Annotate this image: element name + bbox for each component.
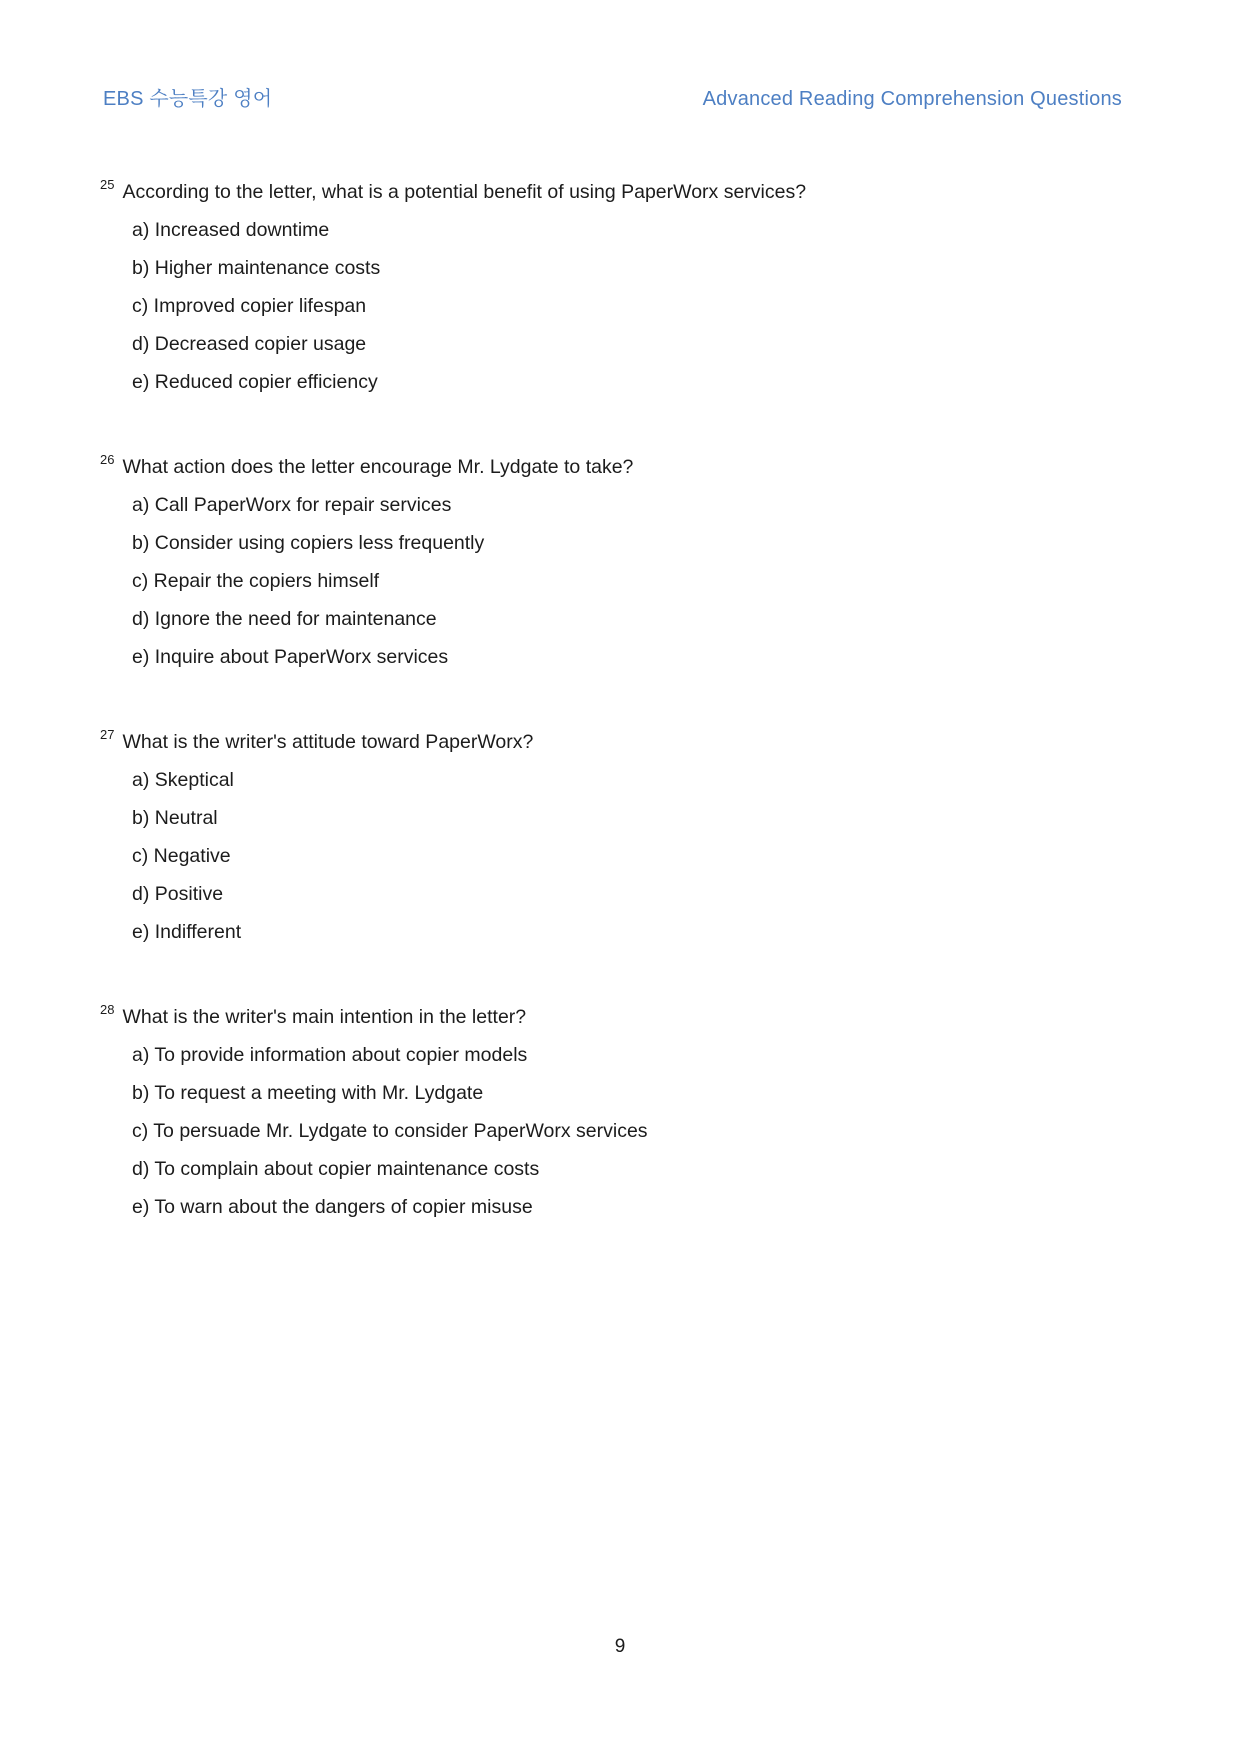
page-number: 9: [614, 1636, 626, 1657]
option-item: d) Positive: [132, 883, 224, 905]
option-item: d) Ignore the need for maintenance: [132, 608, 437, 630]
question-text: What action does the letter encourage Mr. Lydgate to take?: [122, 456, 634, 478]
question-block-27: [100, 716, 1150, 951]
question-number: 28: [100, 1002, 115, 1017]
option-item: d) Decreased copier usage: [132, 333, 367, 355]
option-item: e) Inquire about PaperWorx services: [132, 646, 449, 668]
question-block-25: [100, 166, 1150, 401]
option-item: d) To complain about copier maintenance costs: [132, 1158, 540, 1180]
question-block-28: [100, 991, 1150, 1226]
option-item: c) Improved copier lifespan: [132, 295, 367, 317]
question-line: [100, 441, 1150, 486]
option-item: a) Increased downtime: [132, 219, 330, 241]
question-number: 25: [100, 177, 115, 192]
question-number: 27: [100, 727, 115, 742]
question-text: What is the writer's attitude toward PaperWorx?: [122, 731, 534, 753]
question-line: [100, 716, 1150, 761]
header-right-title: Advanced Reading Comprehension Questions: [702, 88, 1122, 110]
option-item: e) To warn about the dangers of copier misuse: [132, 1196, 533, 1218]
option-item: b) To request a meeting with Mr. Lydgate: [132, 1082, 484, 1104]
question-line: [100, 991, 1150, 1036]
question-line: [100, 166, 1150, 211]
questions-section: [100, 166, 1150, 1266]
question-block-26: [100, 441, 1150, 676]
option-item: e) Reduced copier efficiency: [132, 371, 378, 393]
header-left-title: EBS 수능특강 영어: [103, 88, 273, 110]
page-header: [103, 86, 1122, 112]
option-item: c) To persuade Mr. Lydgate to consider PaperWorx services: [132, 1120, 648, 1142]
option-item: a) To provide information about copier models: [132, 1044, 528, 1066]
option-item: b) Consider using copiers less frequently: [132, 532, 485, 554]
question-text: According to the letter, what is a potential benefit of using PaperWorx services?: [122, 181, 807, 203]
option-item: b) Neutral: [132, 807, 218, 829]
option-item: b) Higher maintenance costs: [132, 257, 381, 279]
question-text: What is the writer's main intention in the letter?: [122, 1006, 527, 1028]
question-number: 26: [100, 452, 115, 467]
option-item: a) Skeptical: [132, 769, 234, 791]
option-item: c) Repair the copiers himself: [132, 570, 380, 592]
option-item: a) Call PaperWorx for repair services: [132, 494, 452, 516]
option-item: c) Negative: [132, 845, 231, 867]
option-item: e) Indifferent: [132, 921, 242, 943]
